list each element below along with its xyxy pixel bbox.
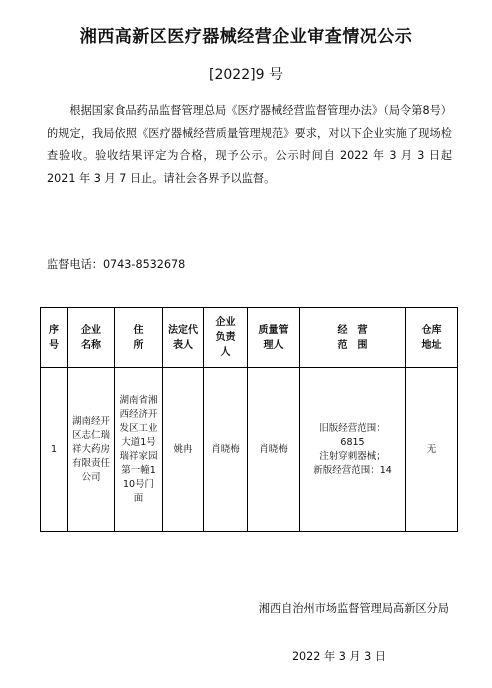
- document-title: 湘西高新区医疗器械经营企业审查情况公示: [79, 27, 413, 47]
- cell-seq: 1: [41, 368, 68, 532]
- header-company: 企业名称: [68, 308, 115, 368]
- supervision-phone: 监督电话：0743-8532678: [47, 258, 186, 271]
- header-principal: 企业负责人: [204, 308, 248, 368]
- header-scope: 经 营 范 围: [300, 308, 406, 368]
- document-number: [2022]9 号: [209, 67, 283, 83]
- scope-mid: 注射穿刺器械；: [319, 450, 386, 462]
- cell-quality-manager: 肖晓梅: [248, 368, 300, 532]
- cell-warehouse: 无: [406, 368, 458, 532]
- header-legal-rep: 法定代表人: [163, 308, 204, 368]
- scope-old-value: 6815: [340, 436, 365, 448]
- cell-company: 湖南经开区志仁瑞祥大药房有限责任公司: [68, 368, 115, 532]
- cell-legal-rep: 姚冉: [163, 368, 204, 532]
- cell-address: 湖南省湘西经济开发区工业大道1号瑞祥家园第一幢110号门面: [115, 368, 163, 532]
- scope-old-label: 旧版经营范围：: [319, 422, 386, 434]
- header-address: 住所: [115, 308, 163, 368]
- cell-principal: 肖晓梅: [204, 368, 248, 532]
- scope-new: 新版经营范围：14: [313, 464, 392, 476]
- cell-scope: [300, 368, 406, 532]
- table-header-row: [41, 308, 458, 368]
- header-warehouse: 仓库地址: [406, 308, 458, 368]
- notice-body: [47, 100, 452, 191]
- issuing-organization: 湘西自治州市场监督管理局高新区分局: [258, 602, 449, 615]
- header-quality-manager: 质量管理人: [248, 308, 300, 368]
- notice-paragraph: 根据国家食品药品监督管理总局《医疗器械经营监督管理办法》（局令第8号）的规定，我局依照《医疗器械经营质量管理规范》要求，对以下企业实施了现场检查验收。验收结果评定为合格，现予公示。公示时间自 2022 年 3 月 3 日起 2021 年 3 月 7 日止。请社会各界予以监督。: [47, 104, 452, 186]
- enterprise-table: [40, 307, 458, 532]
- issue-date: 2022 年 3 月 3 日: [291, 650, 386, 663]
- table-row: [41, 368, 458, 532]
- header-seq: 序号: [41, 308, 68, 368]
